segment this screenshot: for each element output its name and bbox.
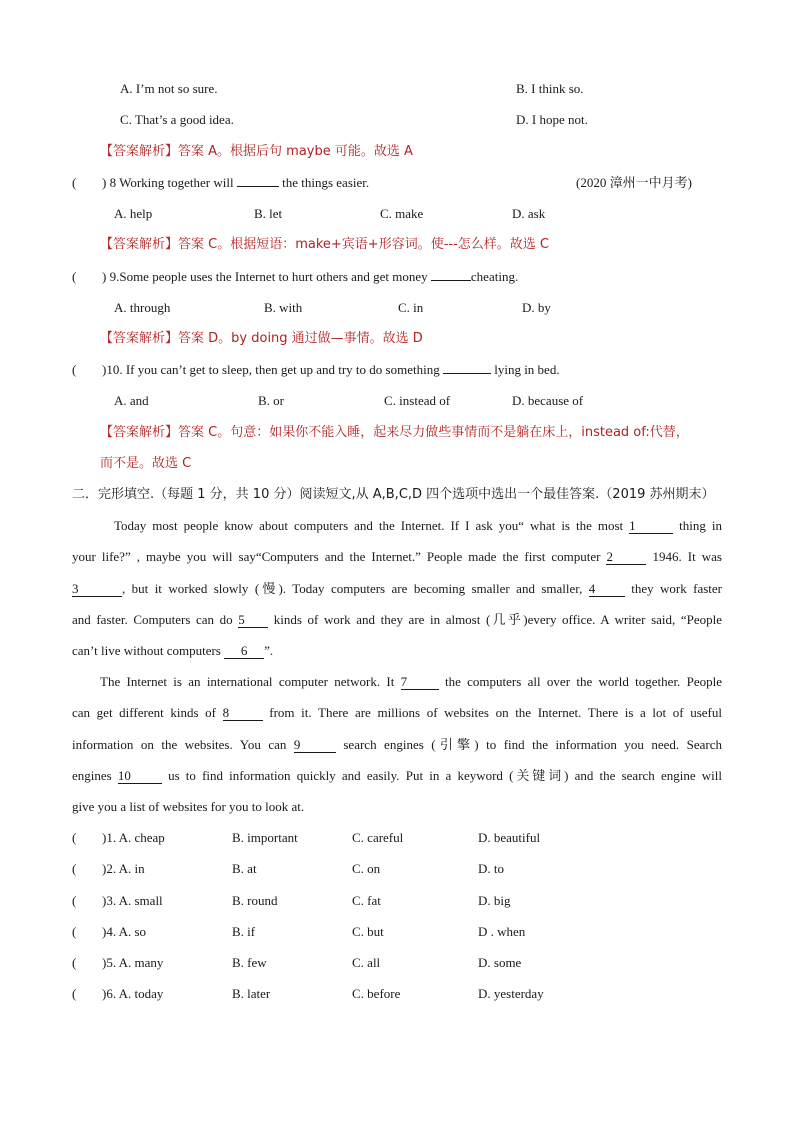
q9-option-a: A. through	[114, 300, 171, 315]
passage-text: The Internet is an international computer network. It	[100, 674, 395, 689]
answer-text: 答案 C。根据短语：make+宾语+形容词。使---怎么样。故选 C	[178, 237, 549, 252]
q10-option-c: C. instead of	[384, 393, 451, 408]
q10-blank[interactable]	[443, 373, 491, 374]
passage-line	[72, 736, 722, 754]
passage-line	[72, 642, 273, 660]
blank-5[interactable]: 5	[238, 612, 268, 628]
q8-blank[interactable]	[237, 186, 279, 187]
q7-answer	[100, 143, 413, 161]
cloze-paren[interactable]: (	[72, 924, 77, 939]
cloze-option-c[interactable]: C. on	[352, 861, 381, 876]
cloze-option-a[interactable]: )4. A. so	[102, 924, 147, 939]
q8-paren-close: )	[102, 175, 107, 190]
blank-10[interactable]: 10	[118, 768, 162, 784]
passage-line	[72, 580, 722, 598]
q10-answer-line-2: 而不是。故选 C	[100, 456, 192, 471]
q9-answer	[100, 330, 423, 348]
passage-text: the computers all over the world together. People	[444, 674, 722, 689]
passage-line	[72, 767, 722, 785]
passage-text: 1946. It was	[652, 549, 722, 564]
q8-paren-open: (	[72, 175, 77, 190]
q9-option-c: C. in	[398, 300, 424, 315]
q7-option-b: B. I think so.	[516, 81, 584, 96]
q9-option-d: D. by	[522, 300, 551, 315]
q8-option-c: C. make	[380, 206, 424, 221]
cloze-paren[interactable]: (	[72, 955, 77, 970]
passage-text: engines	[72, 768, 112, 783]
section-heading: 二．完形填空.（每题 1 分，共 10 分）阅读短文,从 A,B,C,D 四个选项中选出一个最佳答案.（2019 苏州期末）	[72, 487, 715, 502]
cloze-option-c[interactable]: C. careful	[352, 830, 404, 845]
cloze-option-d[interactable]: D. some	[478, 955, 522, 970]
q9-blank[interactable]	[431, 280, 471, 281]
q10-option-b: B. or	[258, 393, 284, 408]
cloze-option-a[interactable]: )6. A. today	[102, 986, 164, 1001]
blank-2[interactable]: 2	[606, 549, 646, 565]
cloze-option-a[interactable]: )2. A. in	[102, 861, 145, 876]
passage-text: thing in	[679, 518, 722, 533]
answer-text: 答案 A。根据后句 maybe 可能。故选 A	[178, 144, 413, 159]
passage-text: us to find information quickly and easily. Put in a keyword (关键词) and the search engine will	[168, 768, 723, 783]
passage-text: kinds of work and they are in almost (几乎)every office. A writer said, “People	[273, 612, 723, 627]
cloze-paren[interactable]: (	[72, 986, 77, 1001]
q10-paren-open: (	[72, 362, 77, 377]
cloze-option-b[interactable]: B. later	[232, 986, 271, 1001]
q9-stem-a: 9.Some people uses the Internet to hurt others and get money	[109, 269, 428, 284]
passage-line	[72, 611, 722, 629]
q9-stem	[102, 268, 518, 286]
q10-option-d: D. because of	[512, 393, 584, 408]
blank-6[interactable]: 6	[224, 643, 264, 659]
passage-line	[100, 673, 722, 691]
answer-tag: 【答案解析】	[100, 144, 179, 159]
q9-stem-b: cheating.	[470, 269, 519, 284]
passage-line	[114, 517, 722, 535]
blank-9[interactable]: 9	[294, 737, 336, 753]
answer-text-line-1: 答案 C。句意：如果你不能入睡，起来尽力做些事情而不是躺在床上，instead of:代替，	[178, 425, 689, 440]
passage-line	[72, 548, 722, 566]
passage-text: can get different kinds of	[72, 705, 216, 720]
cloze-option-c[interactable]: C. but	[352, 924, 384, 939]
q10-answer	[100, 424, 689, 442]
passage-text: your life?” , maybe you will say“Computers and the Internet.” People made the first computer	[72, 549, 601, 564]
cloze-option-a[interactable]: )3. A. small	[102, 893, 163, 908]
answer-tag: 【答案解析】	[100, 237, 179, 252]
cloze-option-d[interactable]: D. yesterday	[478, 986, 544, 1001]
cloze-option-d[interactable]: D. beautiful	[478, 830, 541, 845]
blank-8[interactable]: 8	[223, 705, 263, 721]
passage-text: from it. There are millions of websites on the Internet. There is a lot of useful	[269, 705, 723, 720]
answer-tag: 【答案解析】	[100, 425, 179, 440]
q10-stem	[102, 361, 560, 379]
passage-line	[72, 704, 722, 722]
cloze-option-b[interactable]: B. at	[232, 861, 257, 876]
passage-text: they work faster	[631, 581, 723, 596]
cloze-option-c[interactable]: C. all	[352, 955, 381, 970]
q9-option-b: B. with	[264, 300, 303, 315]
q7-option-c: C. That’s a good idea.	[120, 112, 234, 127]
blank-1[interactable]: 1	[629, 518, 673, 534]
q8-option-b: B. let	[254, 206, 283, 221]
q8-option-a: A. help	[114, 206, 153, 221]
q10-paren-close: )	[102, 362, 107, 377]
q10-stem-a: 10. If you can’t get to sleep, then get up and try to do something	[106, 362, 440, 377]
q9-paren-open: (	[72, 269, 77, 284]
passage-text: , but it worked slowly (慢). Today computers are becoming smaller and smaller,	[122, 581, 583, 596]
cloze-option-a[interactable]: )5. A. many	[102, 955, 164, 970]
cloze-option-c[interactable]: C. fat	[352, 893, 381, 908]
q9-paren-close: )	[102, 269, 107, 284]
passage-text: can’t live without computers	[72, 643, 221, 658]
q7-option-d: D. I hope not.	[516, 112, 588, 127]
answer-text: 答案 D。by doing 通过做—事情。故选 D	[178, 331, 423, 346]
cloze-option-b[interactable]: B. important	[232, 830, 298, 845]
cloze-option-d[interactable]: D. to	[478, 861, 504, 876]
q8-option-d: D. ask	[512, 206, 546, 221]
q10-option-a: A. and	[114, 393, 149, 408]
passage-text: information on the websites. You can	[72, 737, 287, 752]
cloze-option-c[interactable]: C. before	[352, 986, 401, 1001]
q8-stem-a: 8 Working together will	[109, 175, 234, 190]
cloze-option-b[interactable]: B. few	[232, 955, 267, 970]
cloze-option-b[interactable]: B. round	[232, 893, 278, 908]
cloze-paren[interactable]: (	[72, 893, 77, 908]
cloze-paren[interactable]: (	[72, 830, 77, 845]
passage-text: and faster. Computers can do	[72, 612, 233, 627]
cloze-option-d[interactable]: D . when	[478, 924, 526, 939]
blank-4[interactable]: 4	[589, 581, 625, 597]
blank-3[interactable]: 3	[72, 581, 122, 597]
q8-source: (2020 漳州一中月考)	[576, 175, 692, 190]
q8-answer	[100, 236, 549, 254]
q7-option-a: A. I’m not so sure.	[120, 81, 218, 96]
blank-7[interactable]: 7	[401, 674, 439, 690]
passage-text: Today most people know about computers and the Internet. If I ask you“ what is the most	[114, 518, 624, 533]
cloze-option-a[interactable]: )1. A. cheap	[102, 830, 165, 845]
cloze-paren[interactable]: (	[72, 861, 77, 876]
passage-text: ”.	[264, 643, 274, 658]
passage-text: search engines (引擎) to find the information you need. Search	[343, 737, 723, 752]
q8-stem	[102, 174, 369, 192]
q8-stem-b: the things easier.	[282, 175, 370, 190]
passage-line: give you a list of websites for you to look at.	[72, 799, 305, 814]
q10-stem-b: lying in bed.	[494, 362, 560, 377]
cloze-option-d[interactable]: D. big	[478, 893, 511, 908]
answer-tag: 【答案解析】	[100, 331, 179, 346]
cloze-option-b[interactable]: B. if	[232, 924, 256, 939]
